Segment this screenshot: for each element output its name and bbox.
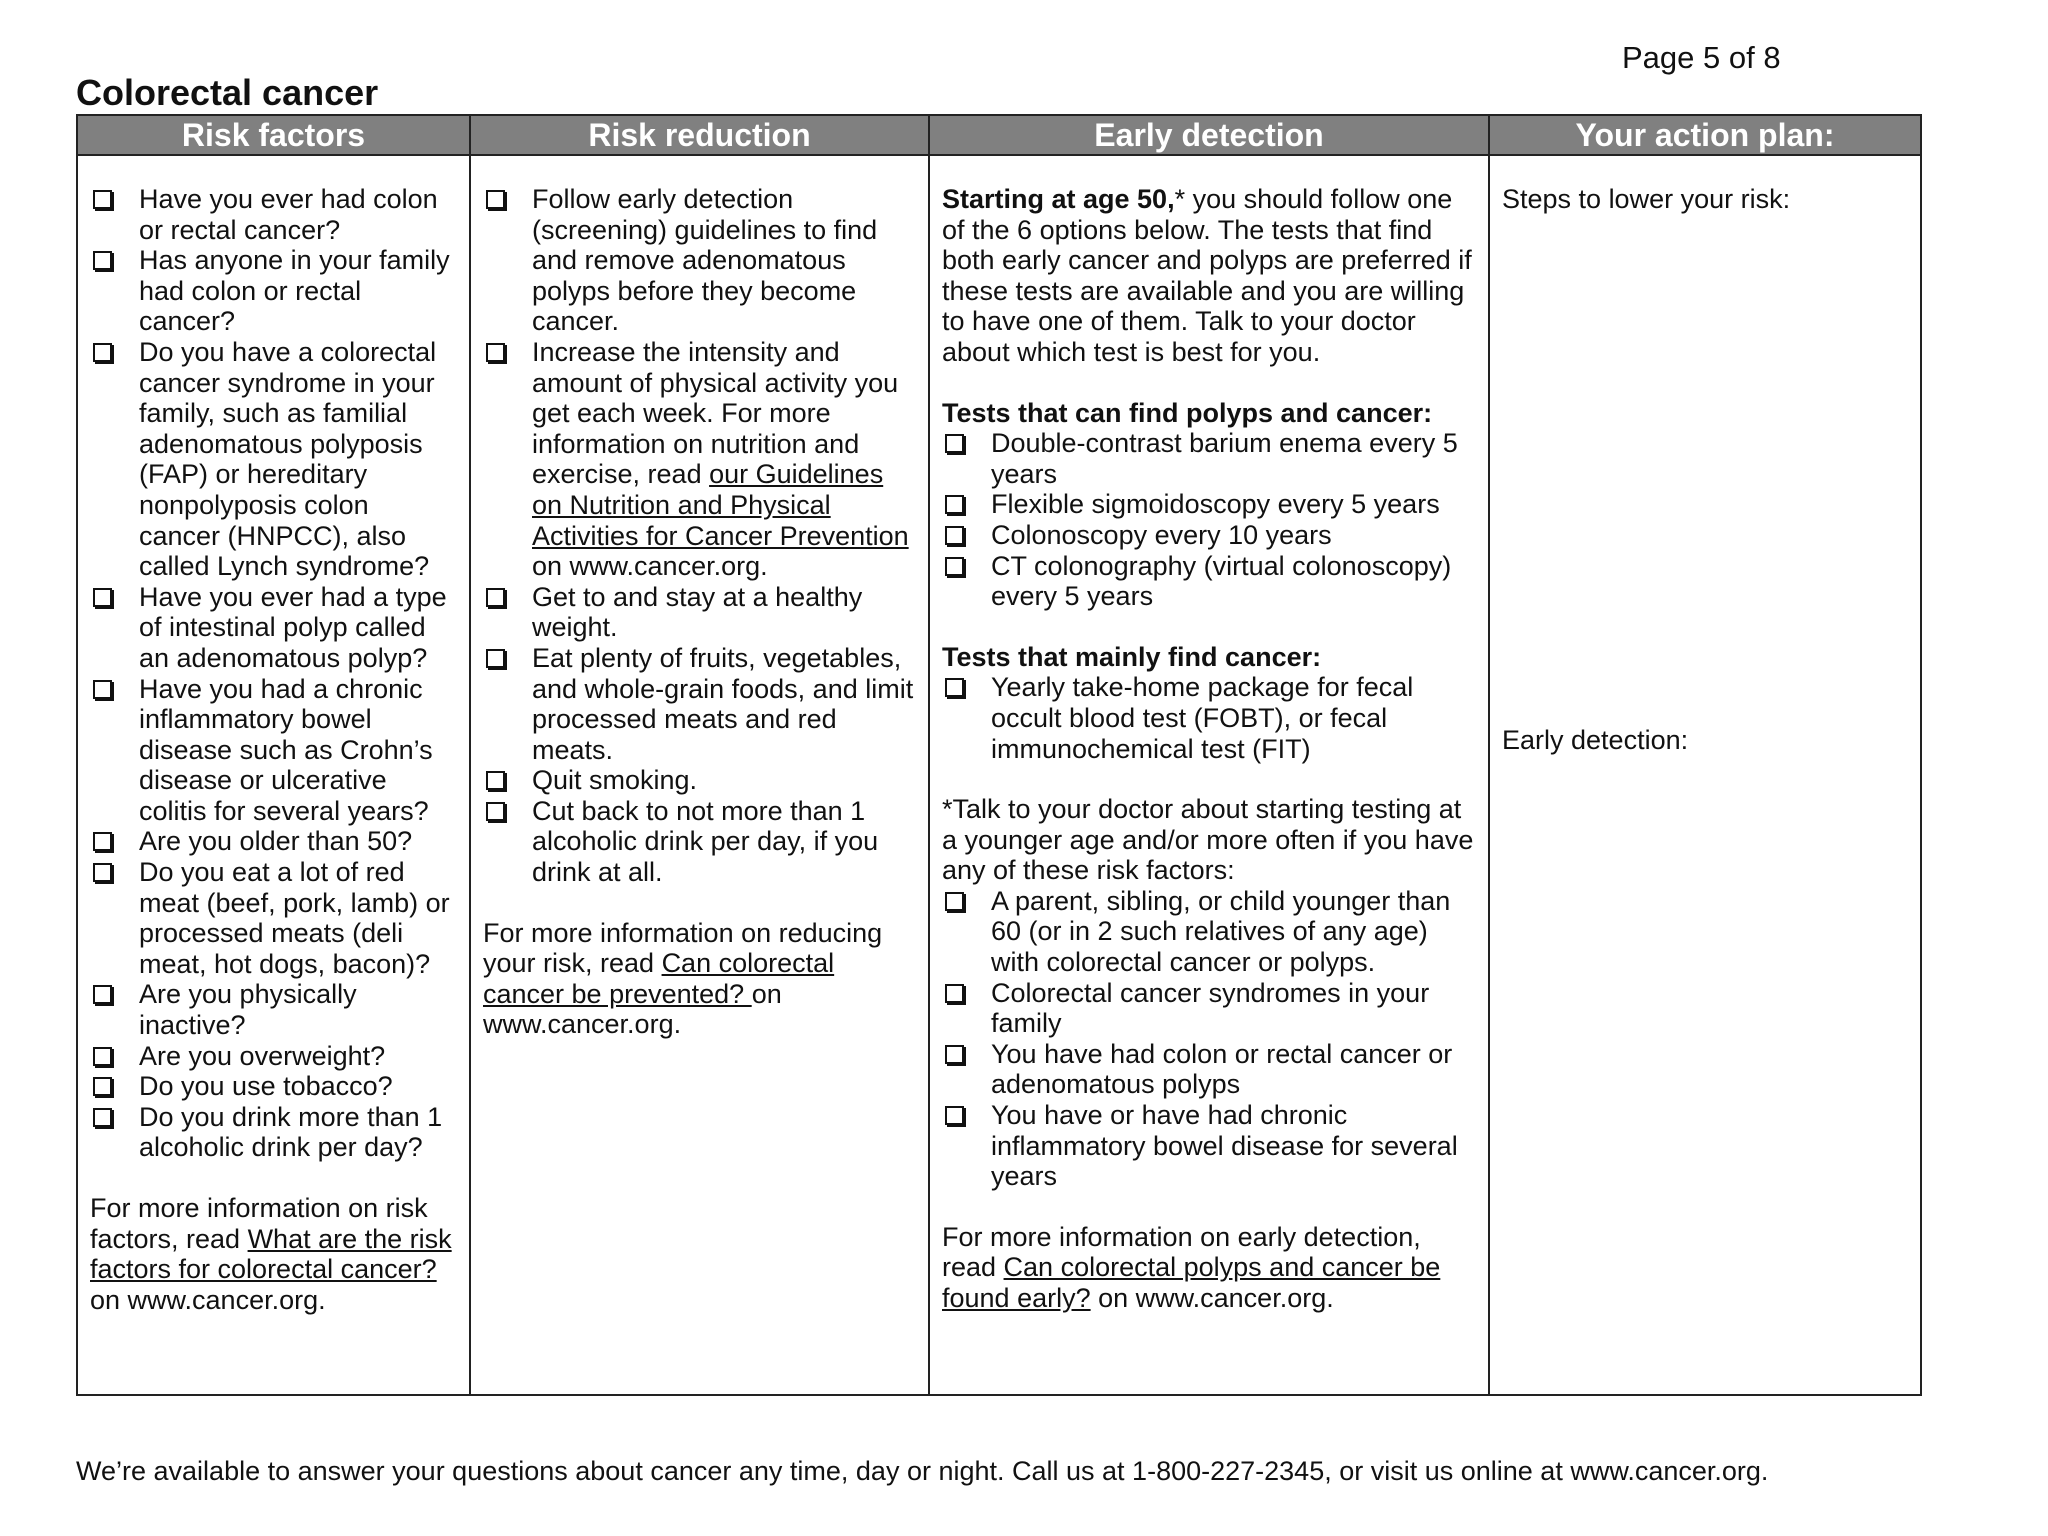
checkbox-icon[interactable] [486, 802, 505, 821]
risk-factor-item: Have you ever had colon or rectal cancer? [90, 184, 457, 245]
risk-factor-item: Are you older than 50? [90, 826, 457, 857]
checkbox-icon[interactable] [486, 588, 505, 607]
note-item: A parent, sibling, or child younger than 60 (or in 2 such relatives of any age) with colorectal cancer or polyps. [942, 886, 1476, 978]
checkbox-icon[interactable] [486, 190, 505, 209]
checkbox-icon[interactable] [93, 343, 112, 362]
checkbox-icon[interactable] [486, 343, 505, 362]
checkbox-icon[interactable] [93, 1108, 112, 1127]
test-item: Yearly take-home package for fecal occult blood test (FOBT), or fecal immunochemical test (FIT) [942, 672, 1476, 764]
note-item: You have had colon or rectal cancer or adenomatous polyps [942, 1039, 1476, 1100]
risk-factor-item: Have you had a chronic inflammatory bowel disease such as Crohn’s disease or ulcerative colitis for several years? [90, 674, 457, 827]
page-title: Colorectal cancer [76, 72, 379, 113]
risk-factors-link[interactable]: What are the risk factors for colorectal cancer? [90, 1223, 452, 1285]
risk-factors-more-info: For more information on risk factors, read What are the risk factors for colorectal cancer? on www.cancer.org. [90, 1193, 452, 1315]
risk-factor-item: Do you eat a lot of red meat (beef, pork, lamb) or processed meats (deli meat, hot dogs, bacon)? [90, 857, 457, 979]
risk-factor-item: Do you use tobacco? [90, 1071, 457, 1102]
early-detection-label: Early detection: [1502, 724, 1689, 755]
prevention-link[interactable]: Can colorectal cancer be prevented? [483, 948, 835, 1009]
risk-reduction-item: Eat plenty of fruits, vegetables, and whole-grain foods, and limit processed meats and red meats. [483, 643, 916, 765]
risk-factor-item: Do you drink more than 1 alcoholic drink per day? [90, 1102, 457, 1163]
risk-factor-item: Are you overweight? [90, 1041, 457, 1072]
note-item: Colorectal cancer syndromes in your family [942, 978, 1476, 1039]
checkbox-icon[interactable] [93, 1077, 112, 1096]
header-early-detection: Early detection [929, 115, 1489, 155]
checkbox-icon[interactable] [93, 863, 112, 882]
risk-reduction-cell [470, 155, 929, 1395]
checkbox-icon[interactable] [945, 1045, 964, 1064]
early-detection-more-info: For more information on early detection, read Can colorectal polyps and cancer be found early? on www.cancer.org. [942, 1221, 1441, 1313]
checkbox-icon[interactable] [945, 557, 964, 576]
steps-writing-area[interactable] [1502, 215, 1908, 725]
header-risk-reduction: Risk reduction [470, 115, 929, 155]
checkbox-icon[interactable] [945, 678, 964, 697]
risk-factors-cell [77, 155, 470, 1395]
checkbox-icon[interactable] [93, 832, 112, 851]
risk-reduction-list [483, 184, 916, 888]
risk-factors-list [90, 184, 457, 1163]
checkbox-icon[interactable] [945, 434, 964, 453]
risk-factor-item: Are you physically inactive? [90, 979, 457, 1040]
checkbox-icon[interactable] [93, 190, 112, 209]
guidelines-link[interactable]: our Guidelines on Nutrition and Physical Activities for Cancer Prevention [532, 459, 909, 551]
checkbox-icon[interactable] [945, 526, 964, 545]
early-detection-cell [929, 155, 1489, 1395]
test-item: CT colonography (virtual colonoscopy) every 5 years [942, 551, 1476, 612]
checkbox-icon[interactable] [93, 588, 112, 607]
header-risk-factors: Risk factors [77, 115, 470, 155]
early-detection-intro: Starting at age 50,* you should follow one of the 6 options below. The tests that find both early cancer and polyps are preferred if these tests are available and you are willing to have one of them. Talk to your doctor about which test is best for you. [942, 184, 1472, 367]
risk-reduction-item: Follow early detection (screening) guidelines to find and remove adenomatous polyps before they become cancer. [483, 184, 916, 337]
risk-reduction-item: Increase the intensity and amount of physical activity you get each week. For more information on nutrition and exercise, read our Guidelines on Nutrition and Physical Activities for Cancer Prevention on www.cancer.org. [483, 337, 916, 582]
checkbox-icon[interactable] [945, 984, 964, 1003]
early-detection-note: *Talk to your doctor about starting testing at a younger age and/or more often if you have any of these risk factors: [942, 794, 1474, 886]
risk-reduction-item: Get to and stay at a healthy weight. [483, 582, 916, 643]
found-early-link[interactable]: Can colorectal polyps and cancer be found early? [942, 1252, 1441, 1313]
footer-contact: We’re available to answer your questions about cancer any time, day or night. Call us at 1-800-227-2345, or visit us online at www.cancer.org. [76, 1456, 1769, 1486]
checkbox-icon[interactable] [93, 680, 112, 699]
checkbox-icon[interactable] [945, 1106, 964, 1125]
cancer-tests-list [942, 672, 1476, 764]
checkbox-icon[interactable] [93, 1047, 112, 1066]
note-item: You have or have had chronic inflammatory bowel disease for several years [942, 1100, 1476, 1192]
page-number: Page 5 of 8 [1622, 40, 1781, 75]
risk-reduction-more-info: For more information on reducing your risk, read Can colorectal cancer be prevented? on www.cancer.org. [483, 917, 883, 1040]
steps-label: Steps to lower your risk: [1502, 184, 1791, 214]
checkbox-icon[interactable] [486, 649, 505, 668]
risk-factor-item: Has anyone in your family had colon or rectal cancer? [90, 245, 457, 337]
checkbox-icon[interactable] [945, 495, 964, 514]
polyps-tests-list [942, 428, 1476, 612]
action-plan-cell [1489, 155, 1921, 1395]
cancer-tests-heading: Tests that mainly find cancer: [942, 641, 1322, 672]
checkbox-icon[interactable] [945, 892, 964, 911]
checkbox-icon[interactable] [93, 985, 112, 1004]
polyps-tests-heading: Tests that can find polyps and cancer: [942, 397, 1433, 428]
checkbox-icon[interactable] [93, 251, 112, 270]
risk-reduction-item: Cut back to not more than 1 alcoholic drink per day, if you drink at all. [483, 796, 916, 888]
risk-factor-item: Do you have a colorectal cancer syndrome in your family, such as familial adenomatous polyposis (FAP) or hereditary nonpolyposis colon cancer (HNPCC), also called Lynch syndrome? [90, 337, 457, 582]
test-item: Flexible sigmoidoscopy every 5 years [942, 489, 1476, 520]
test-item: Double-contrast barium enema every 5 years [942, 428, 1476, 489]
checkbox-icon[interactable] [486, 771, 505, 790]
test-item: Colonoscopy every 10 years [942, 520, 1476, 551]
note-risk-list [942, 886, 1476, 1192]
risk-factor-item: Have you ever had a type of intestinal polyp called an adenomatous polyp? [90, 582, 457, 674]
risk-reduction-item: Quit smoking. [483, 765, 916, 796]
colorectal-table [76, 114, 1922, 1396]
header-action-plan: Your action plan: [1489, 115, 1921, 155]
